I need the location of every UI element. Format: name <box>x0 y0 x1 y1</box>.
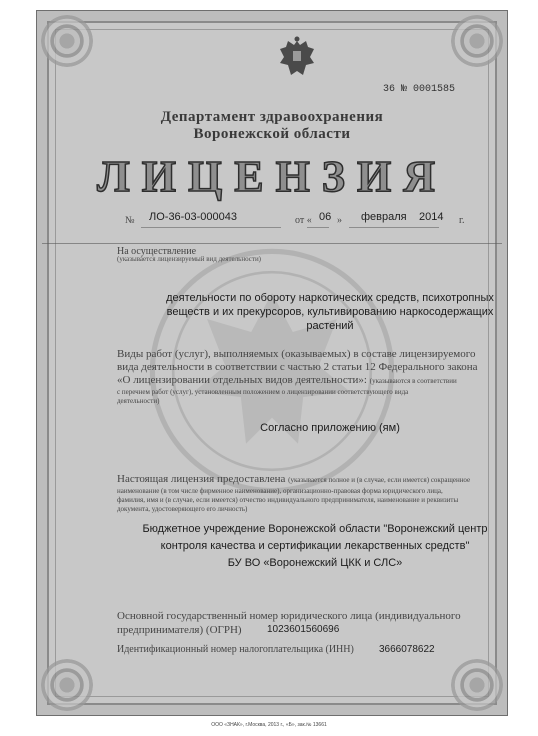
works-hint-line3: деятельности) <box>117 397 160 405</box>
ogrn-value: 1023601560696 <box>267 624 340 635</box>
works-line3-text: «О лицензировании отдельных видов деятельности»: <box>117 374 367 386</box>
activity-line2: веществ и их прекурсоров, культивированию наркосодержащих <box>166 306 494 318</box>
works-line3 <box>117 374 503 388</box>
works-line3-hint: (указываются в соответствии <box>369 377 457 385</box>
form-serial-number: 36 № 0001585 <box>382 84 455 95</box>
license-sheet <box>36 10 508 716</box>
license-month: февраля <box>361 211 407 223</box>
activity-hint: (указывается лицензируемый вид деятельности) <box>117 255 262 263</box>
works-value: Согласно приложению (ям) <box>260 422 400 434</box>
department-line1: Департамент здравоохранения <box>160 109 384 125</box>
works-line2: вида деятельности в соответствии с частью 2 статьи 12 Федерального закона <box>117 361 478 373</box>
scan-line <box>42 243 502 244</box>
corner-rosette <box>41 659 93 711</box>
date-separator: » <box>337 215 342 226</box>
granted-hint-line2: наименование (в том числе фирменное наименование), организационно-правовая форма юридического лица, <box>117 487 443 495</box>
granted-hint-line4: документа, удостоверяющего его личность) <box>117 505 248 513</box>
works-hint-line2: с перечнем работ (услуг), установленным положением о лицензировании соответствующего вида <box>117 388 409 396</box>
license-number: ЛО-36-03-000043 <box>149 211 237 223</box>
ogrn-label-line1: Основной государственный номер юридического лица (индивидуального <box>117 610 461 622</box>
corner-rosette <box>451 659 503 711</box>
activity-line1: деятельности по обороту наркотических средств, психотропных <box>166 292 494 304</box>
granted-paragraph <box>117 473 503 514</box>
granted-line1-hint: (указывается полное и (в случае, если имеется) сокращенное <box>288 476 471 484</box>
corner-rosette <box>41 15 93 67</box>
printer-imprint: ООО «ЗНАК», г.Москва, 2013 г., «Б», зак.№ 13661 <box>211 722 327 728</box>
granted-hint-line3: фамилия, имя и (в случае, если имеется) отчество индивидуального предпринимателя, наименование и реквизиты <box>117 496 459 504</box>
granted-line1 <box>117 473 503 487</box>
activity-text <box>165 291 495 333</box>
ogrn-label-line2: предпринимателя) (ОГРН) <box>117 624 242 636</box>
license-year: 2014 <box>419 211 444 223</box>
month-underline <box>349 227 439 228</box>
works-line1: Виды работ (услуг), выполняемых (оказываемых) в составе лицензируемого <box>117 348 476 360</box>
year-suffix: г. <box>459 215 465 226</box>
corner-rosette <box>451 15 503 67</box>
number-prefix: № <box>125 215 135 226</box>
activity-label: На осуществление <box>117 246 197 257</box>
double-headed-eagle-icon <box>277 35 317 81</box>
org-line2: контроля качества и сертификации лекарственных средств" <box>160 540 470 552</box>
ogrn-block <box>117 609 503 637</box>
document-title: ЛИЦЕНЗИЯ <box>96 152 448 201</box>
org-line3: БУ ВО «Воронежский ЦКК и СЛС» <box>227 557 403 569</box>
ogrn-row <box>117 623 503 637</box>
organization-name <box>125 521 505 572</box>
works-paragraph <box>117 348 503 406</box>
activity-line3: растений <box>306 320 354 332</box>
license-day: 06 <box>319 211 332 223</box>
date-prefix: от « <box>295 215 312 226</box>
inn-value: 3666078622 <box>379 644 435 655</box>
day-underline <box>307 227 329 228</box>
number-underline <box>141 227 281 228</box>
inn-row <box>117 643 503 656</box>
department-line2: Воронежской области <box>193 126 351 142</box>
granted-line1-text: Настоящая лицензия предоставлена <box>117 473 286 485</box>
org-line1: Бюджетное учреждение Воронежской области "Воронежский центр <box>142 523 488 535</box>
inn-label: Идентификационный номер налогоплательщика (ИНН) <box>117 644 354 655</box>
